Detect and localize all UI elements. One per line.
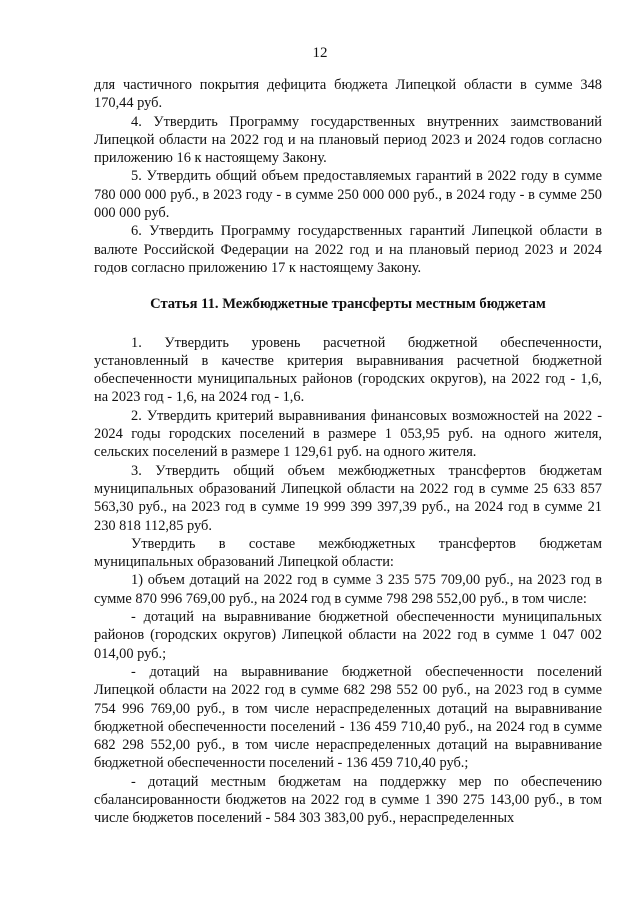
article-paragraph-3: 3. Утвердить общий объем межбюджетных трансфертов бюджетам муниципальных образований Липецкой области на 2022 год в сумме 25 633 857 563,30 руб., на 2023 год в сумме 19 999 399 397,39 руб., на 2024 год в сумме 21 230 818 112,85 руб.: [94, 462, 602, 534]
document-body: [94, 76, 602, 828]
article-paragraph-1: 1. Утвердить уровень расчетной бюджетной обеспеченности, установленный в качестве критерия выравнивания расчетной бюджетной обеспеченности муниципальных районов (городских округов), на 2022 год - 1,6, на 2023 год - 1,6, на 2024 год - 1,6.: [94, 334, 602, 406]
article-dash-item-2: - дотаций на выравнивание бюджетной обеспеченности поселений Липецкой области на 2022 год в сумме 682 298 552 00 руб., на 2023 год в сумме 754 996 769,00 руб., в том числе нераспределенных дотаций на выравнивание бюджетной обеспеченности поселений - 136 459 710,40 руб., на 2024 год в сумме 682 298 552,00 руб., в том числе нераспределенных дотаций на выравнивание бюджетной обеспеченности поселений - 136 459 710,40 руб.;: [94, 663, 602, 772]
article-dash-item-1: - дотаций на выравнивание бюджетной обеспеченности муниципальных районов (городских округов) Липецкой области на 2022 год в сумме 1 047 002 014,00 руб.;: [94, 609, 602, 662]
paragraph-item-4: 4. Утвердить Программу государственных внутренних заимствований Липецкой области на 2022 год и на плановый период 2023 и 2024 годов согласно приложению 16 к настоящему Закону.: [94, 113, 602, 167]
article-paragraph-subsidies: 1) объем дотаций на 2022 год в сумме 3 235 575 709,00 руб., на 2023 год в сумме 870 996 769,00 руб., на 2024 год в сумме 798 298 552,00 руб., в том числе:: [94, 572, 602, 607]
paragraph-item-5: 5. Утвердить общий объем предоставляемых гарантий в 2022 году в сумме 780 000 000 руб., в 2023 году - в сумме 250 000 000 руб., в 2024 году - в сумме 250 000 000 руб.: [94, 168, 602, 222]
paragraph-continuation: для частичного покрытия дефицита бюджета Липецкой области в сумме 348 170,44 руб.: [94, 77, 602, 112]
article-paragraph-2: 2. Утвердить критерий выравнивания финансовых возможностей на 2022 - 2024 годы городских поселений в размере 1 053,95 руб. на одного жителя, сельских поселений в размере 1 129,61 руб. на одного жителя.: [94, 407, 602, 461]
article-dash-item-3: - дотаций местным бюджетам на поддержку мер по обеспечению сбалансированности бюджетов на 2022 год в сумме 1 390 275 143,00 руб., в том числе бюджетов поселений - 584 303 383,00 руб., нераспределенных: [94, 773, 602, 827]
article-heading: Статья 11. Межбюджетные трансферты местным бюджетам: [150, 296, 546, 313]
article-paragraph-approve: Утвердить в составе межбюджетных трансфертов бюджетам муниципальных образований Липецкой области:: [94, 535, 602, 571]
paragraph-item-6: 6. Утвердить Программу государственных гарантий Липецкой области в валюте Российской Федерации на 2022 год и на плановый период 2023 и 2024 годов согласно приложению 17 к настоящему Закону.: [94, 223, 602, 276]
page-number: 12: [312, 45, 328, 61]
